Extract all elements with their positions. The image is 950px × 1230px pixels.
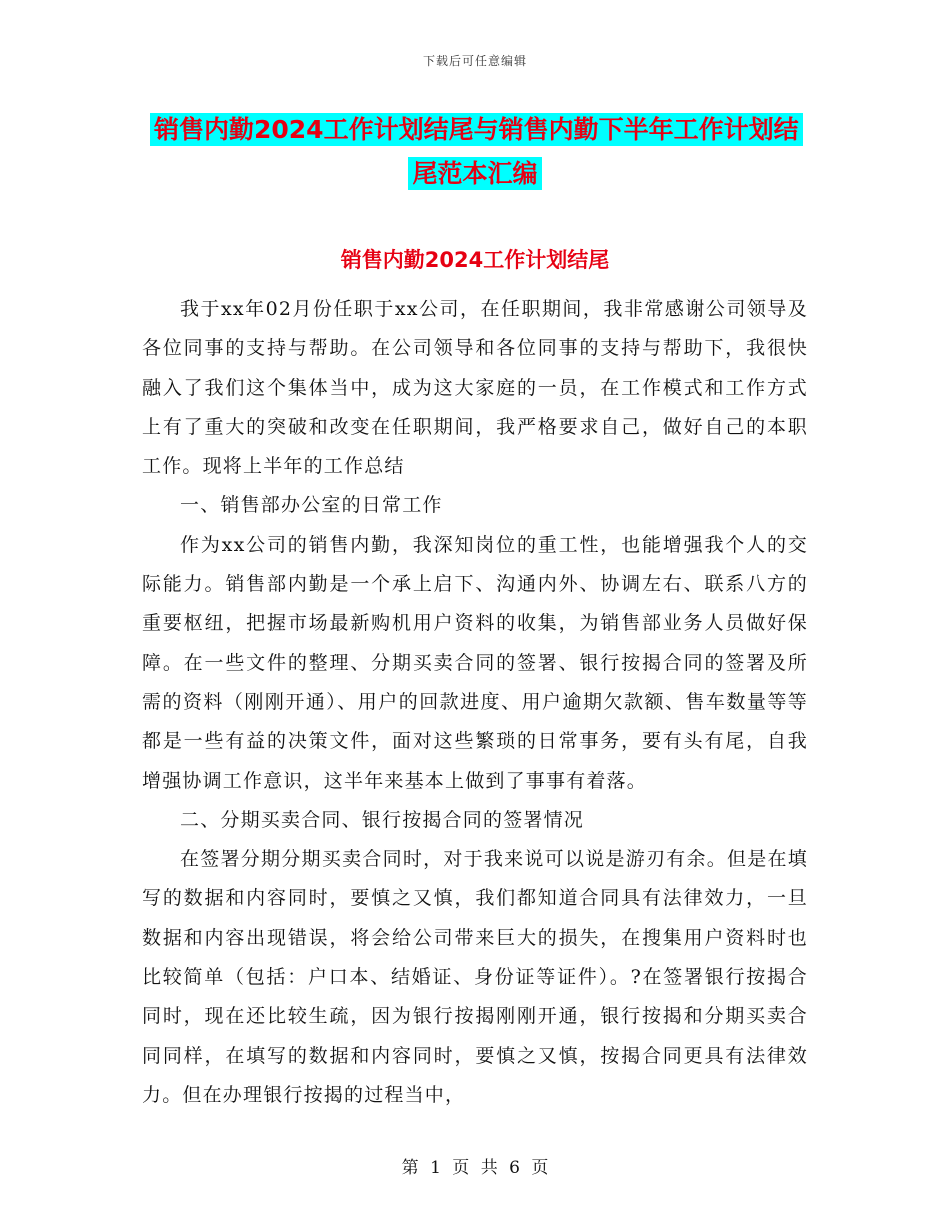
section-title: 销售内勤2024工作计划结尾: [340, 248, 610, 272]
heading-daily-work: 一、销售部办公室的日常工作: [180, 494, 443, 517]
heading-contracts: 二、分期买卖合同、银行按揭合同的签署情况: [180, 808, 585, 831]
document-title: [150, 108, 800, 196]
paragraph-contracts: 在签署分期分期买卖合同时，对于我来说可以说是游刃有余。但是在填写的数据和内容同时，要慎之又慎，我们都知道合同具有法律效力，一旦数据和内容出现错误，将会给公司带来巨大的损失，在搜集用户资料时也比较简单（包括：户口本、结婚证、身份证等证件）。?在签署银行按揭合同时，现在还比较生疏，因为银行按揭刚刚开通，银行按揭和分期买卖合同同样，在填写的数据和内容同时，要慎之又慎，按揭合同更具有法律效力。但在办理银行按揭的过程当中，: [142, 848, 808, 1106]
document-title-text: 销售内勤2024工作计划结尾与销售内勤下半年工作计划结尾范本汇编: [150, 113, 803, 190]
page-number: 第 1 页 共 6 页: [401, 1158, 549, 1178]
page-header-note: 下载后可任意编辑: [422, 54, 527, 68]
paragraph-intro: 我于xx年02月份任职于xx公司，在任职期间，我非常感谢公司领导及各位同事的支持与帮助。在公司领导和各位同事的支持与帮助下，我很快融入了我们这个集体当中，成为这大家庭的一员，在工作模式和工作方式上有了重大的突破和改变在任职期间，我严格要求自己，做好自己的本职工作。现将上半年的工作总结: [142, 298, 808, 478]
paragraph-daily-work: 作为xx公司的销售内勤，我深知岗位的重工性，也能增强我个人的交际能力。销售部内勤是一个承上启下、沟通内外、协调左右、联系八方的重要枢纽，把握市场最新购机用户资料的收集，为销售部业务人员做好保障。在一些文件的整理、分期买卖合同的签署、银行按揭合同的签署及所需的资料（刚刚开通）、用户的回款进度、用户逾期欠款额、售车数量等等都是一些有益的决策文件，面对这些繁琐的日常事务，要有头有尾，自我增强协调工作意识，这半年来基本上做到了事事有着落。: [142, 533, 808, 792]
document-body: [142, 290, 808, 1115]
